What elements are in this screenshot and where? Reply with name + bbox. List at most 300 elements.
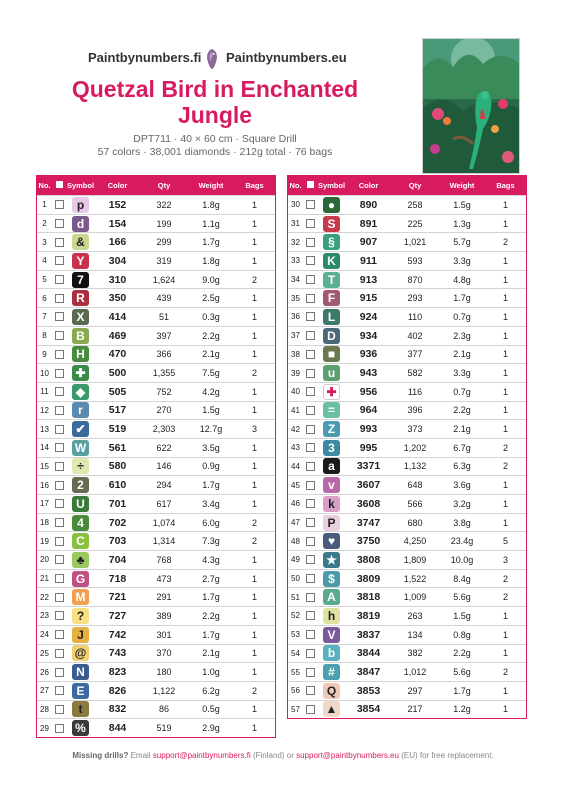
table-row <box>37 251 275 270</box>
bags: 1 <box>502 293 508 304</box>
row-checkbox-cell <box>303 294 317 303</box>
bags: 1 <box>502 685 508 696</box>
bags: 1 <box>251 480 257 491</box>
row-checkbox-cell <box>303 499 317 508</box>
quantity: 366 <box>156 349 172 360</box>
symbol-cell <box>317 328 346 344</box>
bags: 2 <box>502 237 508 248</box>
quantity: 110 <box>407 311 423 322</box>
weight: 2.5g <box>202 293 220 304</box>
row-checkbox[interactable] <box>55 537 64 546</box>
table-row <box>37 326 275 345</box>
quantity: 263 <box>407 610 423 621</box>
symbol-swatch: T <box>323 272 340 288</box>
weight: 6.3g <box>453 461 471 472</box>
symbol-cell <box>66 234 95 250</box>
quantity: 322 <box>156 199 172 210</box>
quantity: 370 <box>156 648 172 659</box>
row-checkbox[interactable] <box>55 724 64 733</box>
quantity: 582 <box>407 368 423 379</box>
row-checkbox-cell <box>303 555 317 564</box>
color-code: 3854 <box>356 703 381 716</box>
row-checkbox[interactable] <box>55 686 64 695</box>
table-row <box>288 606 526 625</box>
symbol-swatch: S <box>323 216 340 232</box>
table-row <box>37 587 275 606</box>
row-checkbox-cell <box>52 518 66 527</box>
color-code: 964 <box>359 404 378 417</box>
symbol-cell <box>66 664 95 680</box>
row-number: 56 <box>291 686 300 696</box>
bags: 2 <box>251 536 257 547</box>
header-no: No. <box>289 180 302 190</box>
symbol-cell <box>317 440 346 456</box>
symbol-swatch: F <box>323 290 340 306</box>
bags: 1 <box>251 237 257 248</box>
color-code: 3371 <box>356 460 381 473</box>
color-code: 832 <box>108 703 127 716</box>
quantity: 293 <box>407 293 423 304</box>
bags: 2 <box>251 274 257 285</box>
table-row <box>37 494 275 513</box>
row-checkbox[interactable] <box>55 425 64 434</box>
row-number: 19 <box>40 536 49 546</box>
quantity: 1,624 <box>152 274 176 285</box>
symbol-cell <box>317 384 346 400</box>
symbol-swatch: C <box>72 533 89 549</box>
row-checkbox[interactable] <box>306 537 315 546</box>
row-checkbox[interactable] <box>306 294 315 303</box>
symbol-cell <box>317 496 346 512</box>
row-checkbox[interactable] <box>55 705 64 714</box>
row-checkbox[interactable] <box>55 555 64 564</box>
row-checkbox-cell <box>52 499 66 508</box>
row-number: 7 <box>42 312 47 322</box>
row-checkbox[interactable] <box>306 369 315 378</box>
table-row <box>37 662 275 681</box>
quantity: 1,355 <box>152 368 176 379</box>
weight: 3.8g <box>453 517 471 528</box>
symbol-swatch: ● <box>323 197 340 213</box>
symbol-swatch: = <box>323 402 340 418</box>
weight: 4.8g <box>453 274 471 285</box>
symbol-cell <box>317 216 346 232</box>
row-number: 35 <box>291 293 300 303</box>
weight: 23.4g <box>450 536 474 547</box>
color-code: 844 <box>108 722 127 735</box>
row-checkbox-cell <box>52 686 66 695</box>
row-checkbox-cell <box>303 387 317 396</box>
row-number: 15 <box>40 461 49 471</box>
symbol-cell <box>66 458 95 474</box>
symbol-cell <box>317 552 346 568</box>
row-checkbox[interactable] <box>55 499 64 508</box>
quantity: 199 <box>156 218 172 229</box>
row-checkbox[interactable] <box>55 574 64 583</box>
row-number: 50 <box>291 574 300 584</box>
symbol-swatch: ÷ <box>72 458 89 474</box>
header-qty: Qty <box>408 180 422 190</box>
quantity: 389 <box>156 610 172 621</box>
row-checkbox[interactable] <box>306 518 315 527</box>
row-checkbox[interactable] <box>55 406 64 415</box>
table-row <box>37 700 275 719</box>
row-checkbox[interactable] <box>306 425 315 434</box>
weight: 7.5g <box>202 368 220 379</box>
color-code: 911 <box>360 254 377 267</box>
row-number: 43 <box>291 443 300 453</box>
row-checkbox[interactable] <box>55 387 64 396</box>
header-color: Color <box>107 180 128 190</box>
symbol-cell <box>66 440 95 456</box>
symbol-cell <box>66 384 95 400</box>
row-number: 8 <box>42 331 47 341</box>
row-checkbox[interactable] <box>55 294 64 303</box>
footer-lead: Missing drills? <box>72 751 129 760</box>
row-checkbox-cell <box>52 649 66 658</box>
row-checkbox[interactable] <box>55 593 64 602</box>
row-checkbox-cell <box>303 630 317 639</box>
row-number: 45 <box>291 480 300 490</box>
row-checkbox[interactable] <box>55 238 64 247</box>
row-checkbox[interactable] <box>55 200 64 209</box>
table-row <box>37 531 275 550</box>
row-checkbox[interactable] <box>306 462 315 471</box>
symbol-swatch: V <box>323 627 340 643</box>
symbol-swatch: t <box>72 701 89 717</box>
bags: 3 <box>251 424 257 435</box>
row-checkbox-cell <box>303 350 317 359</box>
row-number: 40 <box>291 387 300 397</box>
row-checkbox[interactable] <box>55 369 64 378</box>
bags: 1 <box>502 368 508 379</box>
row-checkbox[interactable] <box>55 443 64 452</box>
symbol-cell <box>66 515 95 531</box>
symbol-swatch: G <box>72 571 89 587</box>
table-row <box>288 251 526 270</box>
row-checkbox[interactable] <box>306 649 315 658</box>
quantity: 2,303 <box>152 424 176 435</box>
symbol-cell <box>317 533 346 549</box>
symbol-swatch: ✚ <box>72 365 89 381</box>
quantity: 301 <box>156 629 172 640</box>
row-checkbox-cell <box>52 294 66 303</box>
table-row <box>37 232 275 251</box>
bags: 2 <box>502 442 508 453</box>
row-checkbox[interactable] <box>306 593 315 602</box>
symbol-cell <box>66 365 95 381</box>
color-code: 3853 <box>356 684 381 697</box>
bags: 1 <box>251 461 257 472</box>
bags: 1 <box>502 480 508 491</box>
bags: 3 <box>502 554 508 565</box>
row-number: 9 <box>42 349 47 359</box>
color-code: 469 <box>108 329 127 342</box>
table-row <box>288 438 526 457</box>
bags: 1 <box>251 218 257 229</box>
row-checkbox[interactable] <box>306 350 315 359</box>
symbol-swatch: ? <box>72 608 89 624</box>
bags: 2 <box>251 685 257 696</box>
support-email-eu-link[interactable]: support@paintbynumbers.eu <box>296 751 399 760</box>
table-body <box>288 195 526 718</box>
symbol-cell <box>317 571 346 587</box>
symbol-swatch: H <box>72 346 89 362</box>
row-checkbox-cell <box>52 574 66 583</box>
row-checkbox-cell <box>303 312 317 321</box>
symbol-swatch: Y <box>72 253 89 269</box>
row-checkbox[interactable] <box>306 481 315 490</box>
table-row <box>37 681 275 700</box>
symbol-cell <box>317 402 346 418</box>
symbol-cell <box>317 272 346 288</box>
header-checkbox-cell <box>52 181 66 190</box>
symbol-swatch: W <box>72 440 89 456</box>
symbol-swatch: k <box>323 496 340 512</box>
row-checkbox[interactable] <box>306 406 315 415</box>
row-checkbox-cell <box>52 668 66 677</box>
weight: 1.7g <box>202 480 220 491</box>
painting-thumbnail-image <box>423 39 520 174</box>
table-row <box>288 700 526 719</box>
row-checkbox-cell <box>303 611 317 620</box>
quantity: 622 <box>156 442 172 453</box>
row-checkbox[interactable] <box>306 331 315 340</box>
bags: 1 <box>502 199 508 210</box>
quantity: 439 <box>156 293 172 304</box>
bags: 1 <box>502 218 508 229</box>
symbol-cell <box>66 533 95 549</box>
color-code: 907 <box>359 236 378 249</box>
row-number: 48 <box>291 536 300 546</box>
row-checkbox[interactable] <box>306 499 315 508</box>
row-checkbox[interactable] <box>55 331 64 340</box>
symbol-cell <box>66 645 95 661</box>
row-number: 20 <box>40 555 49 565</box>
symbol-cell <box>317 589 346 605</box>
row-checkbox[interactable] <box>306 256 315 265</box>
row-checkbox-cell <box>52 630 66 639</box>
bags: 1 <box>502 610 508 621</box>
row-checkbox-cell <box>303 649 317 658</box>
row-checkbox[interactable] <box>55 668 64 677</box>
color-code: 995 <box>359 441 378 454</box>
bags: 1 <box>502 648 508 659</box>
table-row <box>37 345 275 364</box>
quantity: 648 <box>407 480 423 491</box>
bags: 1 <box>251 405 257 416</box>
row-number: 32 <box>291 237 300 247</box>
symbol-cell <box>66 720 95 736</box>
color-code: 936 <box>359 348 378 361</box>
weight: 2.2g <box>453 648 471 659</box>
row-checkbox-cell <box>303 518 317 527</box>
support-email-fi-link[interactable]: support@paintbynumbers.fi <box>152 751 251 760</box>
row-number: 18 <box>40 518 49 528</box>
weight: 3.6g <box>453 480 471 491</box>
symbol-swatch: ✚ <box>323 384 340 400</box>
quantity: 146 <box>156 461 172 472</box>
row-checkbox-cell <box>303 425 317 434</box>
weight: 1.0g <box>202 667 220 678</box>
color-code: 934 <box>359 329 378 342</box>
row-checkbox[interactable] <box>306 555 315 564</box>
row-number: 4 <box>42 256 47 266</box>
color-code: 742 <box>108 628 127 641</box>
symbol-swatch: U <box>72 496 89 512</box>
row-checkbox[interactable] <box>55 518 64 527</box>
row-checkbox[interactable] <box>306 200 315 209</box>
row-number: 22 <box>40 592 49 602</box>
quantity: 86 <box>158 704 169 715</box>
header-checkbox[interactable] <box>56 181 63 188</box>
bags: 1 <box>502 629 508 640</box>
bags: 1 <box>251 648 257 659</box>
bags: 1 <box>251 293 257 304</box>
symbol-cell <box>66 328 95 344</box>
symbol-cell <box>317 664 346 680</box>
bags: 1 <box>502 330 508 341</box>
bags: 1 <box>251 573 257 584</box>
row-number: 2 <box>42 219 47 229</box>
symbol-swatch: ◆ <box>72 384 89 400</box>
table-row <box>288 270 526 289</box>
bags: 1 <box>251 610 257 621</box>
color-table-right <box>287 175 527 719</box>
table-row <box>37 401 275 420</box>
row-checkbox[interactable] <box>306 387 315 396</box>
row-checkbox[interactable] <box>306 275 315 284</box>
symbol-swatch: ▲ <box>323 701 340 717</box>
symbol-cell <box>317 645 346 661</box>
symbol-cell <box>66 477 95 493</box>
table-row <box>288 494 526 513</box>
row-checkbox[interactable] <box>306 238 315 247</box>
weight: 2.2g <box>202 330 220 341</box>
symbol-cell <box>317 197 346 213</box>
quantity: 752 <box>156 386 172 397</box>
table-row <box>37 438 275 457</box>
row-checkbox[interactable] <box>306 611 315 620</box>
symbol-swatch: % <box>72 720 89 736</box>
row-checkbox[interactable] <box>55 630 64 639</box>
table-header <box>37 175 275 195</box>
row-checkbox[interactable] <box>306 630 315 639</box>
color-code: 3819 <box>356 609 381 622</box>
row-number: 55 <box>291 667 300 677</box>
bags: 1 <box>251 629 257 640</box>
symbol-cell <box>66 627 95 643</box>
row-checkbox[interactable] <box>55 350 64 359</box>
row-checkbox[interactable] <box>55 649 64 658</box>
row-checkbox[interactable] <box>306 443 315 452</box>
header-weight: Weight <box>198 180 224 190</box>
table-row <box>288 513 526 532</box>
row-checkbox-cell <box>52 387 66 396</box>
table-row <box>288 625 526 644</box>
weight: 5.7g <box>453 237 471 248</box>
color-code: 470 <box>108 348 127 361</box>
weight: 1.1g <box>202 218 220 229</box>
quantity: 180 <box>156 667 172 678</box>
symbol-swatch: p <box>72 197 89 213</box>
symbol-swatch: & <box>72 234 89 250</box>
header-checkbox[interactable] <box>307 181 314 188</box>
bags: 1 <box>502 517 508 528</box>
table-row <box>288 382 526 401</box>
row-checkbox-cell <box>303 705 317 714</box>
bags: 2 <box>251 517 257 528</box>
bags: 1 <box>251 311 257 322</box>
color-code: 704 <box>108 553 127 566</box>
weight: 2.2g <box>453 405 471 416</box>
row-checkbox[interactable] <box>55 256 64 265</box>
color-code: 610 <box>108 479 127 492</box>
quantity: 1,314 <box>152 536 176 547</box>
quantity: 396 <box>407 405 423 416</box>
weight: 4.3g <box>202 554 220 565</box>
row-checkbox[interactable] <box>55 275 64 284</box>
quantity: 4,250 <box>403 536 427 547</box>
weight: 0.9g <box>202 461 220 472</box>
color-code: 703 <box>108 535 127 548</box>
row-checkbox[interactable] <box>306 686 315 695</box>
row-checkbox[interactable] <box>306 219 315 228</box>
row-checkbox[interactable] <box>306 574 315 583</box>
row-checkbox[interactable] <box>55 481 64 490</box>
row-checkbox[interactable] <box>306 705 315 714</box>
table-row <box>37 513 275 532</box>
bags: 1 <box>502 274 508 285</box>
table-row <box>37 363 275 382</box>
bags: 1 <box>502 255 508 266</box>
row-number: 53 <box>291 630 300 640</box>
symbol-swatch: # <box>323 664 340 680</box>
table-row <box>37 625 275 644</box>
color-code: 3809 <box>356 572 381 585</box>
row-checkbox-cell <box>303 219 317 228</box>
table-row <box>37 718 275 737</box>
row-number: 30 <box>291 200 300 210</box>
row-checkbox[interactable] <box>55 462 64 471</box>
row-checkbox[interactable] <box>55 219 64 228</box>
table-row <box>37 270 275 289</box>
symbol-swatch: a <box>323 458 340 474</box>
symbol-swatch: E <box>72 683 89 699</box>
weight: 0.7g <box>453 386 471 397</box>
weight: 5.6g <box>453 667 471 678</box>
quantity: 382 <box>407 648 423 659</box>
color-code: 310 <box>108 273 127 286</box>
table-row <box>37 214 275 233</box>
row-checkbox[interactable] <box>306 668 315 677</box>
row-checkbox-cell <box>303 331 317 340</box>
row-checkbox[interactable] <box>306 312 315 321</box>
row-checkbox-cell <box>52 611 66 620</box>
symbol-cell <box>317 701 346 717</box>
weight: 1.7g <box>453 293 471 304</box>
color-code: 915 <box>359 292 378 305</box>
row-checkbox-cell <box>303 256 317 265</box>
row-checkbox[interactable] <box>55 611 64 620</box>
symbol-swatch: 2 <box>72 477 89 493</box>
row-number: 3 <box>42 237 47 247</box>
table-row <box>288 587 526 606</box>
row-checkbox[interactable] <box>55 312 64 321</box>
row-number: 38 <box>291 349 300 359</box>
bags: 1 <box>502 349 508 360</box>
symbol-swatch: Q <box>323 683 340 699</box>
